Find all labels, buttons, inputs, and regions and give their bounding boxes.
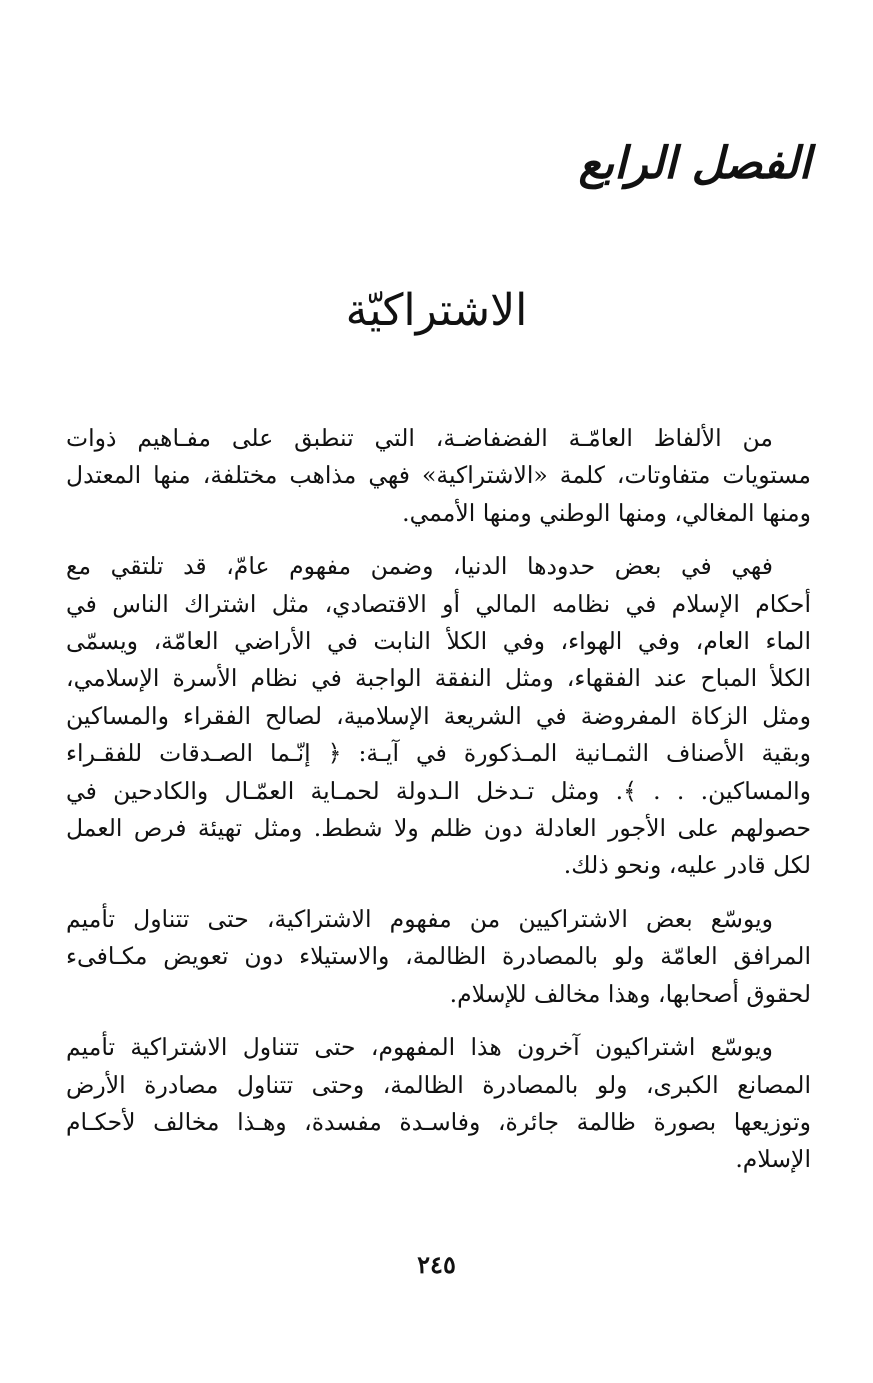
text-line: المرافق العامّة ولو بالمصادرة الظالمة، والاستيلاء دون تعويض مكـافىء — [66, 942, 811, 971]
text-line: وبقية الأصناف الثمـانية المـذكورة في آيـة: ﴿ إنّـما الصـدقات للفقـراء — [66, 739, 811, 768]
text-line: الكلأ المباح عند الفقهاء، ومثل النفقة الواجبة في نظام الأسرة الإسلامي، — [66, 664, 811, 693]
text-line: حصولهم على الأجور العادلة دون ظلم ولا شطط. ومثل تهيئة فرص العمل — [66, 814, 811, 843]
paragraph-3 — [66, 901, 811, 1013]
text-line: وتوزيعها بصورة ظالمة جائرة، وفاسـدة مفسدة، وهـذا مخالف لأحكـام — [66, 1107, 811, 1136]
section-title: الاشتراكيّة — [345, 285, 528, 336]
text-line: ويوسّع بعض الاشتراكيين من مفهوم الاشتراكية، حتى تتناول تأميم — [66, 904, 773, 933]
paragraph-2 — [66, 548, 811, 885]
text-line: ويوسّع اشتراكيون آخرون هذا المفهوم، حتى تتناول الاشتراكية تأميم — [66, 1033, 773, 1062]
text-line: والمساكين. . . ﴾. ومثل تـدخل الـدولة لحمـاية العمّـال والكادحين في — [66, 776, 811, 805]
text-line: أحكام الإسلام في نظامه المالي أو الاقتصادي، مثل اشتراك الناس في — [66, 589, 811, 618]
text-line: لكل قادر عليه، ونحو ذلك. — [563, 851, 811, 880]
text-line: المصانع الكبرى، ولو بالمصادرة الظالمة، وحتى تتناول مصادرة الأرض — [66, 1070, 811, 1099]
text-line: ومثل الزكاة المفروضة في الشريعة الإسلامية، لصالح الفقراء والمساكين — [66, 701, 811, 730]
text-line: من الألفاظ العامّـة الفضفاضـة، التي تنطبق على مفـاهيم ذوات — [66, 424, 773, 452]
paragraph-4 — [66, 1029, 811, 1179]
chapter-heading: الفصل الرابع — [578, 138, 811, 189]
text-line: فهي في بعض حدودها الدنيا، وضمن مفهوم عامّ، قد تلتقي مع — [66, 552, 773, 581]
paragraph-1 — [66, 420, 811, 532]
page-number: ٢٤٥ — [417, 1250, 456, 1279]
text-line: لحقوق أصحابها، وهذا مخالف للإسلام. — [449, 979, 811, 1008]
text-line: مستويات متفاوتات، كلمة «الاشتراكية» فهي مذاهب مختلفة، منها المعتدل — [66, 461, 811, 490]
text-line: الماء العام، وفي الهواء، وفي الكلأ النابت في الأراضي العامّة، ويسمّى — [66, 627, 811, 656]
text-line: ومنها المغالي، ومنها الوطني ومنها الأممي. — [402, 498, 811, 527]
body-text — [66, 420, 811, 1195]
text-line: الإسلام. — [735, 1145, 811, 1174]
